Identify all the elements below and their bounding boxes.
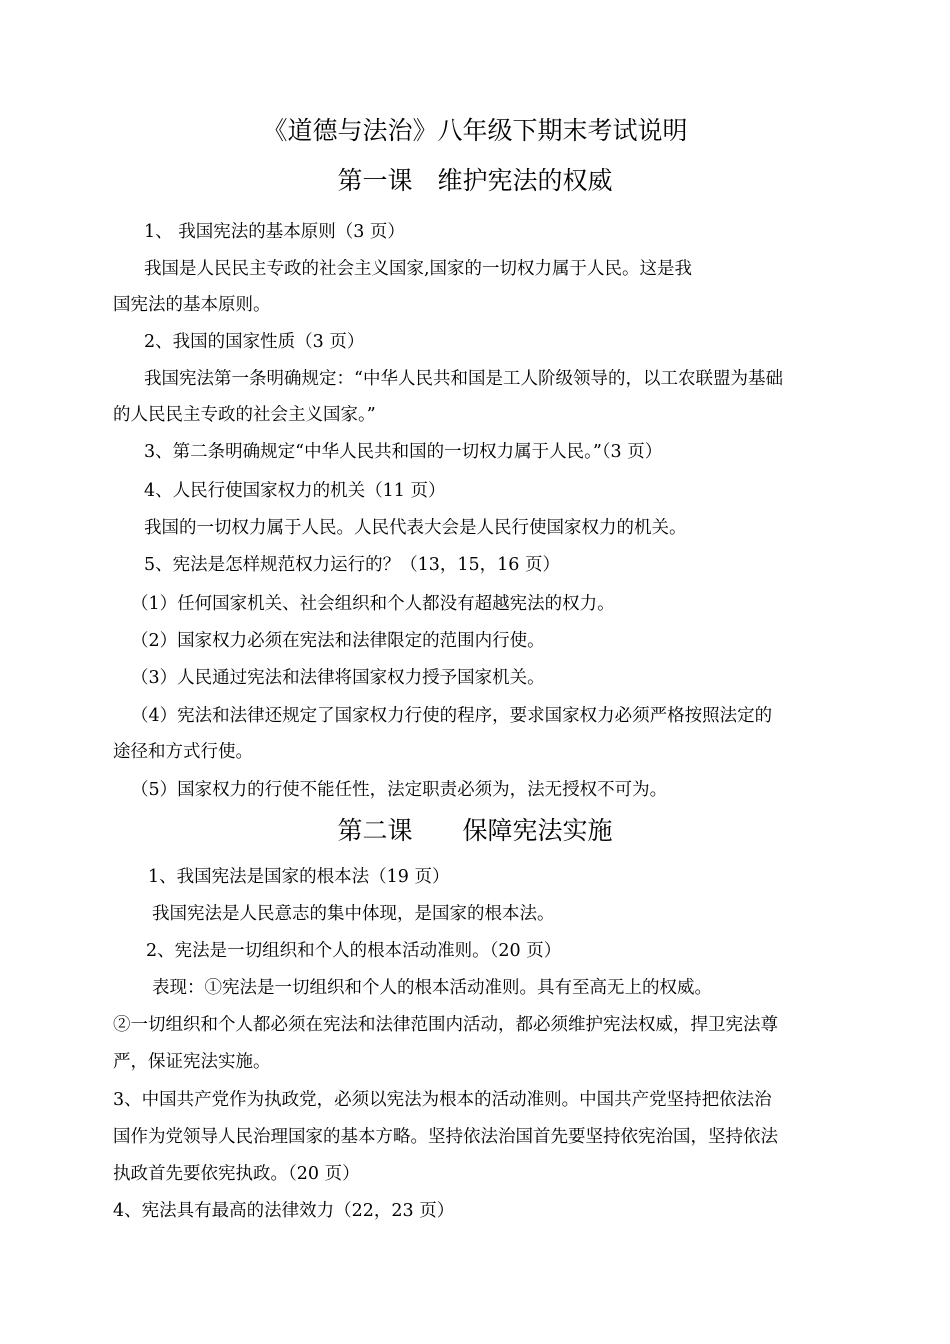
lesson2-line: 我国宪法是人民意志的集中体现，是国家的根本法。 bbox=[152, 904, 555, 924]
document-title: 《道德与法治》八年级下期末考试说明 bbox=[262, 116, 688, 145]
lesson1-line: 国宪法的基本原则。 bbox=[113, 295, 271, 315]
lesson1-line: 的人民民主专政的社会主义国家。” bbox=[113, 405, 376, 425]
lesson1-line: 1、 我国宪法的基本原则（3 页） bbox=[144, 222, 405, 242]
lesson1-line: （5）国家权力的行使不能任性，法定职责必须为，法无授权不可为。 bbox=[131, 780, 668, 800]
lesson2-line: 执政首先要依宪执政。（20 页） bbox=[113, 1164, 360, 1184]
lesson2-line: 3、中国共产党作为执政党，必须以宪法为根本的活动准则。中国共产党坚持把依法治 bbox=[113, 1090, 772, 1110]
lesson2-heading: 第二课 保障宪法实施 bbox=[337, 816, 613, 845]
lesson1-line: 2、我国的国家性质（3 页） bbox=[144, 332, 365, 352]
lesson1-line: 我国宪法第一条明确规定：“中华人民共和国是工人阶级领导的，以工农联盟为基础 bbox=[144, 369, 783, 389]
lesson2-line: 1、我国宪法是国家的根本法（19 页） bbox=[148, 867, 450, 887]
lesson1-line: 途径和方式行使。 bbox=[113, 742, 253, 762]
lesson1-line: （4）宪法和法律还规定了国家权力行使的程序，要求国家权力必须严格按照法定的 bbox=[131, 706, 773, 726]
lesson1-line: 5、宪法是怎样规范权力运行的？（13，15，16 页） bbox=[144, 555, 560, 575]
lesson2-line: 严，保证宪法实施。 bbox=[113, 1052, 271, 1072]
lesson1-line: 3、第二条明确规定“中华人民共和国的一切权力属于人民。”（3 页） bbox=[144, 442, 663, 462]
lesson1-line: 我国的一切权力属于人民。人民代表大会是人民行使国家权力的机关。 bbox=[144, 518, 687, 538]
lesson2-line: 国作为党领导人民治理国家的基本方略。坚持依法治国首先要坚持依宪治国，坚持依法 bbox=[113, 1127, 778, 1147]
lesson1-line: 4、人民行使国家权力的机关（11 页） bbox=[144, 481, 446, 501]
lesson2-line: 表现：①宪法是一切组织和个人的根本活动准则。具有至高无上的权威。 bbox=[152, 978, 712, 998]
lesson2-line: 2、宪法是一切组织和个人的根本活动准则。（20 页） bbox=[146, 941, 562, 961]
lesson1-line: 我国是人民民主专政的社会主义国家,国家的一切权力属于人民。这是我 bbox=[144, 259, 693, 279]
lesson1-line: （2）国家权力必须在宪法和法律限定的范围内行使。 bbox=[131, 631, 545, 651]
lesson1-line: （1）任何国家机关、社会组织和个人都没有超越宪法的权力。 bbox=[131, 594, 615, 614]
lesson1-line: （3）人民通过宪法和法律将国家权力授予国家机关。 bbox=[131, 668, 545, 688]
lesson1-heading: 第一课 维护宪法的权威 bbox=[337, 166, 613, 195]
lesson2-line: 4、宪法具有最高的法律效力（22，23 页） bbox=[113, 1201, 455, 1221]
lesson2-line: ②一切组织和个人都必须在宪法和法律范围内活动，都必须维护宪法权威，捍卫宪法尊 bbox=[113, 1015, 778, 1035]
